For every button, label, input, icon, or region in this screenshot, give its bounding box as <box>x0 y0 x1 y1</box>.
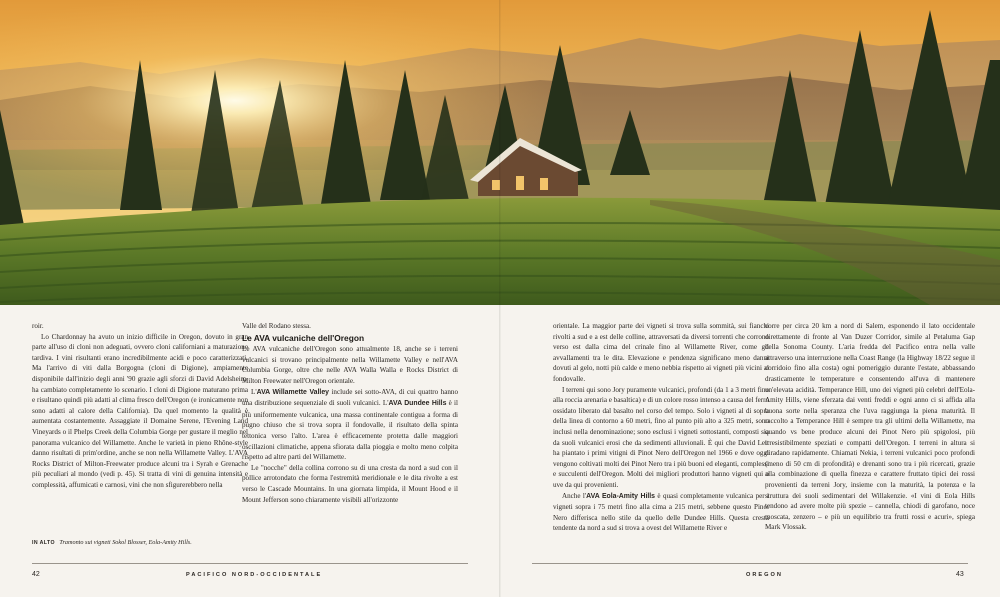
ava-name-bold: AVA Willamette Valley <box>256 388 330 396</box>
page-number-right: 43 <box>956 571 964 578</box>
page-number-left: 42 <box>32 571 40 578</box>
text-run: include sei sotto-AVA, di cui quattro hanno una distribuzione sequenziale di suoli vulcanici. L' <box>242 387 458 408</box>
running-section-right: OREGON <box>746 572 783 578</box>
text-run: è il più uniformemente vulcanica, una massa continentale contigua a forma di pugno chiuso che si trova sopra il fondovalle, il risultato della spinta tettonica verso l'alto. L'area è efficacemente protetta dalle maggiori oscillazioni climatiche, appena sfiorata dalla pioggia e molto meno colpita rispetto ad altre parti del Willamette. <box>242 399 459 462</box>
footer-rule-right <box>532 563 968 564</box>
paragraph <box>553 491 769 534</box>
text-column-4 <box>765 321 975 533</box>
caption-text: Tramonto sui vigneti Sokol Blosser, Eola-Amity Hills. <box>59 539 192 546</box>
running-section-left: PACIFICO NORD-OCCIDENTALE <box>186 572 323 578</box>
text-run: L' <box>251 387 257 396</box>
page-gutter <box>499 0 501 597</box>
photo-caption <box>32 539 232 547</box>
paragraph: corre per circa 20 km a nord di Salem, esponendo il lato occidentale direttamente di fronte al Van Duzer Corridor, simile al Petaluma Gap della Sonoma County. L'aria fredda del Pacifico entra nella valle attraverso una interruzione nella Coast Range (la Highway 18/22 segue il corridoio fino alla costa) ogni pomeriggio durante l'estate, abbassando drasticamente le temperature e consentendo all'uva di mantenere un'elevata acidità. Temperance Hill, uno dei vigneti più celebri dell'Eola-Amity Hills, viene sferzata dai venti freddi e ogni anno ci si affida alla buona sorte nella speranza che l'uva raggiunga la piena maturità. Il raccolto a Temperance Hill è sempre tra gli ultimi della Willamette, ma quando vs bene produce alcuni dei Pinot Nero più spigolosi, più irresistibilmente speziati e compatti dell'Oregon. I terreni in altura si diradano rapidamente. Chiamati Nekia, i terreni vulcanici poco profondi (meno di 50 cm di profondità) e drenanti sono tra i più ricercati, grazie alla combinazione di quella finezza e carattere fruttato tipici dei rossi provenienti da terreni Jory, insieme con la maturità, la potenza e la struttura dei suoli sedimentari del Willakenzie. «I vini di Eola Hills tendono ad avere molte più spezie – cannella, chiodi di garofano, noce moscata, zenzero – e più un equilibrio tra frutti rossi e acuri», spiega Mark Vlossak. <box>765 322 975 532</box>
paragraph: Lo Chardonnay ha avuto un inizio difficile in Oregon, dovuto in gran parte all'uso di cloni non adeguati, ovvero cloni californiani a maturazione tardiva. I vini risultanti erano incredibilmente acidi e poco caratterizzati. Ma l'arrivo di viti dalla Borgogna (cloni di Digione), ampiamente disponibile dall'inizio degli anni '90 grazie agli sforzi di David Adelsheim, ha cambiato completamente lo scenario. I cloni di Digione maturano prima e risultano quindi più adatti al clima fresco dell'Oregon (e ironicamente non sono adatti al calore della California). Da quel momento la qualità è aumentata costantemente. Assaggiate il Domaine Serene, l'Evening Land Vineyards o il Phelps Creek della Columbia Gorge per gustare il meglio nel panorama vulcanico del Willamette. Anche le varietà in pieno Rhône-style danno risultati di prim'ordine, anche se non nella Willamette Valley. L'AVA Rocks District of Milton-Freewater produce alcuni tra i Syrah e Grenache più peculiari al mondo (vedi p. 45). Si tratta di vini di genuina intensità e complessità, affumicati e carnosi, vini che non sfigurerebbero nella <box>32 332 248 489</box>
ava-name-bold: AVA Eola-Amity Hills <box>586 492 656 500</box>
ava-name-bold: AVA Dundee Hills <box>388 400 447 408</box>
paragraph: roir. <box>32 322 44 330</box>
caption-label: IN ALTO <box>32 540 55 546</box>
paragraph: I terreni qui sono Jory puramente vulcanici, profondi (da 1 a 3 metri fino alla roccia arenaria e basaltica) e di un colore rosso intenso a causa del ferro ossidato liberato dal basalto nel corso del tempo. Solo i vigneti al di sopra della linea di contorno a 60 metri, fino al punto più alto a 325 metri, sono inclusi nella denominazione; sono esclusi i vigneti sottostanti, composti sia da suoli vulcanici erosi che da sedimenti alluvionali. È qui che David Lett ha piantato i primi vitigni di Pinot Nero dell'Oregon nel 1966 e dove oggi vengono coltivati molti dei Pinot Nero tra i più buoni ed eleganti, complessi e succulenti dell'Oregon. Molti dei migliori produttori hanno vigneti qui o uve da qui provenienti. <box>553 385 769 489</box>
text-column-1 <box>32 321 248 491</box>
paragraph: orientale. La maggior parte dei vigneti si trova sulla sommità, sui fianchi rivolti a sud e a est delle colline, attraversati da diversi torrenti che corrono verso est dalla cima del crinale fino al Willamette River, come gli avvallamenti tra le dita. Elevazione e pendenza significano meno danni dovuti al gelo, notti più calde e meno nebbia rispetto ai vigneti più vicini al fondovalle. <box>553 322 769 383</box>
paragraph: Valle del Rodano stessa. <box>242 322 311 330</box>
text-run: Anche l' <box>562 491 587 500</box>
footer-rule-left <box>32 563 468 564</box>
section-heading: Le AVA vulcaniche dell'Oregon <box>242 332 365 343</box>
paragraph <box>242 387 458 463</box>
text-run: è quasi completamente vulcanica per i vigneti sopra i 75 metri fino alla cima a 215 metri, sebbene questo Pinot Nero differisca nello stile da quello delle Dundee Hills. Questa cresta tendente da nord a sud si trova a ovest del Willamette River e <box>553 491 769 533</box>
text-column-2 <box>242 321 458 505</box>
paragraph: Le AVA vulcaniche dell'Oregon sono attualmente 18, anche se i terreni vulcanici si trovano principalmente nella Willamette Valley e nell'AVA Columbia Gorge, oltre che nelle AVA Walla Walla e Rocks District di Milton Freewater nell'Oregon orientale. <box>242 345 458 385</box>
text-column-3 <box>553 321 769 534</box>
paragraph: Le "nocche" della collina corrono su di una cresta da nord a sud con il pollice arrotondato che forma l'estremità meridionale e le dita rivolte a est verso le Cascade Mountains. In una giornata limpida, il Mount Hood e il Mount Jefferson sono chiaramente visibili all'orizzonte <box>242 463 458 504</box>
